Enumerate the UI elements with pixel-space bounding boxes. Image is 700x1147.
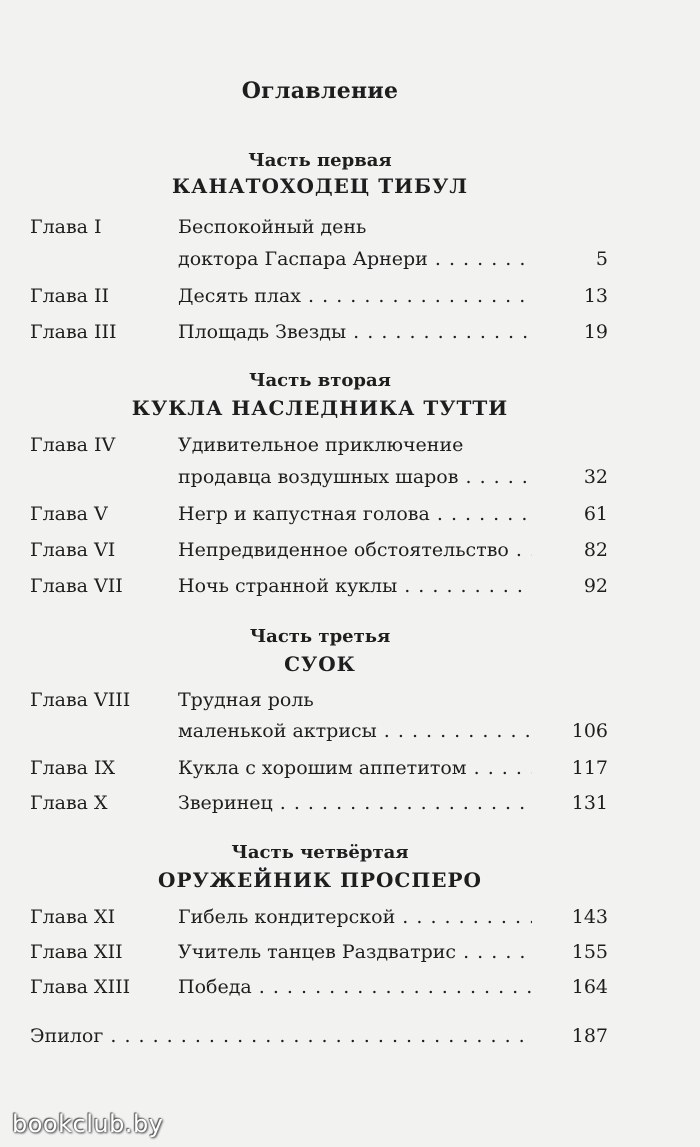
page-number: 19 <box>532 317 608 347</box>
page-number: 164 <box>532 972 608 1002</box>
toc-entry[interactable] <box>0 902 700 932</box>
chapter-title: Ночь странной куклы . . . <box>178 571 608 601</box>
toc-entry[interactable] <box>0 535 700 565</box>
chapter-title: Площадь Звезды . . . <box>178 317 608 347</box>
page-number: 32 <box>532 462 608 492</box>
chapter-title: Трудная роль <box>178 689 314 711</box>
page-number: 92 <box>532 571 608 601</box>
chapter-title: Учитель танцев Раздватрис . . . <box>178 937 608 967</box>
chapter-number: Глава XI <box>30 906 116 928</box>
toc-entry[interactable] <box>0 212 700 242</box>
chapter-number: Глава II <box>30 285 110 307</box>
chapter-number: Глава VIII <box>30 689 131 711</box>
toc-entry[interactable] <box>0 685 700 715</box>
part-title: КАНАТОХОДЕЦ ТИБУЛ <box>171 174 468 198</box>
chapter-number: Глава VI <box>30 539 116 561</box>
chapter-title: Гибель кондитерской . . . <box>178 902 608 932</box>
page-number: 155 <box>532 937 608 967</box>
chapter-number: Глава IV <box>30 434 116 456</box>
page-number: 13 <box>532 281 608 311</box>
page-title: Оглавление <box>241 78 399 104</box>
chapter-number: Глава XII <box>30 941 123 963</box>
toc-entry[interactable] <box>0 571 700 601</box>
part-title: КУКЛА НАСЛЕДНИКА ТУТТИ <box>131 396 509 420</box>
toc-entry[interactable] <box>0 753 700 783</box>
toc-entry-continued[interactable] <box>0 716 700 746</box>
chapter-title: Зверинец . . . <box>178 788 608 818</box>
chapter-title: Беспокойный день <box>178 216 367 238</box>
part-label: Часть четвёртая <box>231 842 409 863</box>
chapter-title: Кукла с хорошим аппетитом . . . <box>178 753 608 783</box>
toc-entry[interactable] <box>0 937 700 967</box>
chapter-number: Глава X <box>30 792 108 814</box>
toc-entry-epilogue[interactable] <box>0 1021 700 1051</box>
page-number: 106 <box>532 716 608 746</box>
toc-entry[interactable] <box>0 317 700 347</box>
chapter-number: Глава V <box>30 503 108 525</box>
page-number: 61 <box>532 499 608 529</box>
chapter-number: Глава IX <box>30 757 116 779</box>
part-label: Часть вторая <box>249 370 391 391</box>
chapter-title-cont: продавца воздушных шаров . . . <box>178 462 608 492</box>
chapter-number: Глава III <box>30 321 117 343</box>
chapter-title: Удивительное приключение <box>178 434 464 456</box>
chapter-title: Победа . . . <box>178 972 608 1002</box>
chapter-title: Десять плах . . . <box>178 281 608 311</box>
toc-entry[interactable] <box>0 788 700 818</box>
part-label: Часть первая <box>248 150 392 171</box>
toc-entry[interactable] <box>0 972 700 1002</box>
part-title: СУОК <box>284 652 356 676</box>
chapter-title-cont: доктора Гаспара Арнери . . . <box>178 244 608 274</box>
part-label: Часть третья <box>249 626 391 647</box>
toc-entry-continued[interactable] <box>0 244 700 274</box>
page-number: 117 <box>532 753 608 783</box>
chapter-title-cont: маленькой актрисы . . . <box>178 716 608 746</box>
watermark-text: bookclub.by <box>12 1110 164 1138</box>
chapter-number: Глава I <box>30 216 102 238</box>
chapter-number: Глава VII <box>30 575 123 597</box>
chapter-title: Негр и капустная голова . . . <box>178 499 608 529</box>
page-number: 143 <box>532 902 608 932</box>
page-number: 187 <box>532 1021 608 1051</box>
page-number: 5 <box>532 244 608 274</box>
toc-entry-continued[interactable] <box>0 462 700 492</box>
chapter-number: Глава XIII <box>30 976 131 998</box>
toc-entry[interactable] <box>0 430 700 460</box>
toc-entry[interactable] <box>0 281 700 311</box>
part-title: ОРУЖЕЙНИК ПРОСПЕРО <box>158 868 482 892</box>
chapter-title: Непредвиденное обстоятельство . . . <box>178 535 608 565</box>
epilogue-title: Эпилог . . . <box>30 1021 608 1051</box>
page-number: 82 <box>532 535 608 565</box>
toc-entry[interactable] <box>0 499 700 529</box>
page-number: 131 <box>532 788 608 818</box>
